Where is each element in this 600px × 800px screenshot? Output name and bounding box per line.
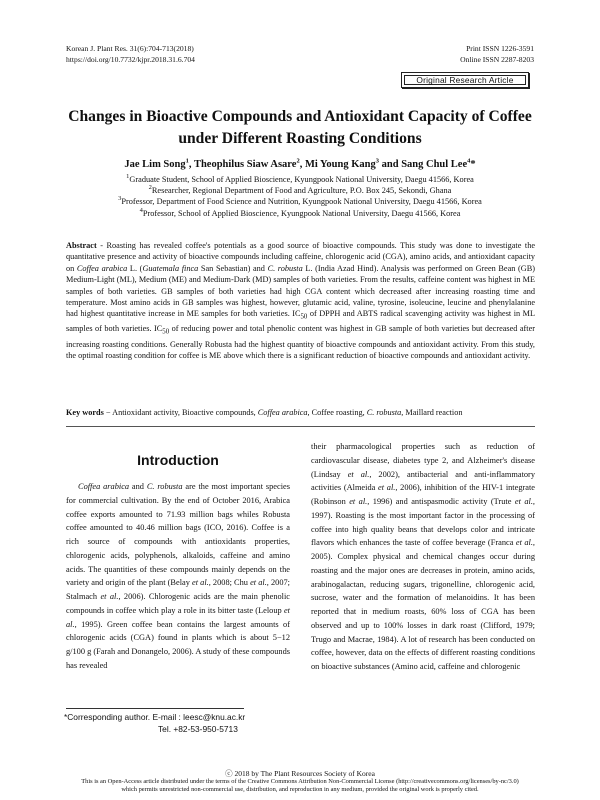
correspondence-footnote [64, 711, 245, 735]
paper-title [40, 106, 560, 150]
abstract-text: - Roasting has revealed coffee's potentials as a good source of bioactive compounds. This study was done to investigate the quantitative presence and activity of bioactive compounds including caffeine, chlorogenic acid (CGA), amino acids, and antioxidant capacity on [66, 241, 535, 273]
right-column [311, 440, 535, 674]
affiliation-line [40, 174, 560, 185]
license-line: This is an Open-Access article distributed under the terms of the Creative Commons Attribution Non-Commercial License (http://creativecommons.org/licenses/by-nc/3.0) [81, 778, 519, 785]
author-list [40, 158, 560, 172]
affiliation-mark: 2 [148, 184, 152, 192]
keywords [66, 407, 535, 418]
keyword-species: C. robusta [366, 408, 402, 417]
affiliation-mark: 4 [139, 206, 143, 214]
issn-header [460, 43, 534, 65]
affiliation-line [40, 208, 560, 219]
abstract [66, 240, 535, 361]
keywords-text: Antioxidant activity, Bioactive compounds, [112, 408, 258, 417]
abstract-text: L. ( [127, 263, 143, 273]
author-name: Theophilus Siaw Asare [193, 159, 297, 170]
species-name: C. robusta [146, 482, 183, 491]
abstract-text: of DPPH and ABTS radical scavenging activity was highest in ML samples of both varieties. IC [66, 309, 535, 334]
section-heading-introduction: Introduction [137, 452, 219, 468]
species-name: Coffea arabica [78, 482, 130, 491]
abstract-origin: Guatemala finca [142, 263, 199, 273]
corresponding-email[interactable]: *Corresponding author. E-mail : leesc@knu.ac.kr [64, 712, 246, 722]
abstract-species: Coffea arabica [76, 263, 128, 273]
author-affiliation-mark: 4 [467, 157, 471, 165]
copyright-notice: ⓒ 2018 by The Plant Resources Society of Korea [225, 769, 375, 778]
affiliation-text: Graduate Student, School of Applied Bioscience, Kyungpook National University, Daegu 41566, Korea [129, 175, 474, 184]
title-line-2: under Different Roasting Conditions [178, 130, 422, 147]
footnote-rule [66, 708, 244, 709]
license-notice [40, 778, 560, 794]
body-text: , 2002), antibacterial and anti-inflammatory activities (Almeida [311, 469, 536, 493]
author-separator: , [299, 159, 305, 170]
keywords-label: Key words [66, 408, 104, 417]
corresponding-mark: * [470, 159, 476, 170]
affiliation-text: Professor, Department of Food Science and Nutrition, Kyungpook National University, Daegu 41566, Korea [121, 197, 482, 207]
doi-link[interactable]: https://doi.org/10.7732/kjpr.2018.31.6.704 [66, 55, 195, 64]
citation-etal: et al. [347, 469, 370, 479]
body-text: , 2007; Stalmach [66, 578, 291, 601]
body-text: , 1997). Roasting is the most important factor in the processing of coffee into high quality beans that develops color and intricate flavors which enhances the taste of coffee beverage (Franca [311, 497, 535, 548]
print-issn: Print ISSN 1226-3591 [466, 44, 534, 53]
citation-etal: et al. [192, 578, 209, 588]
title-line-1: Changes in Bioactive Compounds and Antioxidant Capacity of Coffee [68, 108, 532, 125]
citation-etal: et al. [378, 483, 396, 493]
affiliation-text: Researcher, Regional Department of Food and Agriculture, P.O. Box 245, Sekondi, Ghana [151, 186, 452, 196]
keywords-dash: − [103, 408, 113, 417]
affiliation-text: Professor, School of Applied Bioscience, Kyungpook National University, Daegu 41566, Korea [142, 208, 461, 218]
citation-etal: et al. [66, 605, 290, 629]
body-text: are the most important species for commercial cultivation. By the end of October 2016, Arabica coffee exports amounted to 71.93 million bags whiles Robusta coffee amounted to 40.46 million bags (ICO, 2016). Coffee is a rich source of compounds with antioxidants properties, chlorogenic acids, polyphenols, alkaloids, caffeine and amino acids. The quantities of these compounds mainly depends on the variety and origin of the plant (Belay [66, 482, 290, 588]
body-text: , 2006). Chlorogenic acids are the main phenolic compounds in coffee which play a role in its bitter taste (Leloup [66, 592, 291, 615]
journal-citation: Korean J. Plant Res. 31(6):704-713(2018) [66, 44, 194, 53]
body-text: , 2006), inhibition of the HIV-1 integrate (Robinson [311, 483, 536, 506]
abstract-species: C. robusta [267, 263, 303, 273]
keyword-species: Coffea arabica [257, 408, 308, 417]
journal-header [66, 43, 195, 65]
author-affiliation-mark: 1 [185, 157, 189, 165]
citation-etal: et al. [515, 538, 533, 548]
author-affiliation-mark: 3 [375, 157, 379, 165]
body-text: , 2005). Complex physical and chemical changes occur during roasting and the major ones are decreases in protein, amino acids, arabinogalactan, reducing sugars, trigonelline, chlorogenic acid, sucrose, water and the formation of melanoidins. It has been reported that in medium roasts, 60% loss of CGA has been observed and up to 100% losses in dark roast (Clifford, 1979; Trugo and Macrae, 1984). A lot of research has been conducted on coffee, however, data on the effects of different roasting conditions on bioactive substances (Amino acid, caffeine and chlorogenic [311, 538, 535, 671]
abstract-text: L. (India Azad Hind). Analysis was performed on Green Bean (GB) Medium-Light (ML), Medium (ME) and Medium-Dark (MD) samples of both varieties. From the results, caffeine content was highest in ME samples of both varieties. GB samples of both varieties had high CGA content which decreased after increasing roasting time and temperature. Most amino acids in GB samples was highest, however, glutamic acid, valine, tyrosine, isoleucine, leucine and phenylalanine had highest quantitative increase in ME samples for both varieties. IC [66, 263, 535, 319]
affiliation-line [40, 196, 560, 207]
article-type-label: Original Research Article [404, 75, 526, 85]
body-text: their pharmacological properties such as reduction of cardiovascular disease, diabetes type 2, and Alzheimer's disease (Lindsay [311, 442, 535, 479]
author-affiliation-mark: 2 [296, 157, 300, 165]
author-separator: , [188, 159, 194, 170]
left-column [66, 480, 290, 673]
article-type-badge [401, 72, 529, 88]
license-line: which permits unrestricted non-commercial use, distribution, and reproduction in any medium, provided the original work is properly cited. [121, 786, 479, 793]
body-text: , 1996) and antispasmodic activity (Trute [367, 497, 515, 506]
body-text: , 2008; Chu [208, 578, 251, 588]
citation-etal: et al. [100, 592, 119, 601]
citation-etal: et al. [349, 497, 368, 506]
abstract-text: of reducing power and total phenolic content was highest in GB sample of both varieties but decreased after increasing roasting conditions. Generally Robusta had the highest quantity of bioactive compounds and antioxidant activity. From this study, the optimal roasting condition for coffee is ME above which there is a significant reduction of bioactive compounds and antioxidant activity. [66, 324, 535, 360]
corresponding-phone: Tel. +82-53-950-5713 [158, 724, 238, 734]
citation-etal: et al. [250, 578, 267, 588]
citation-etal: et al. [514, 497, 533, 506]
online-issn: Online ISSN 2287-8203 [460, 55, 534, 64]
author-name: Mi Young Kang [304, 159, 376, 170]
author-name: Jae Lim Song [124, 159, 186, 170]
keywords-text: , Coffee roasting, [307, 408, 367, 417]
affiliation-mark: 3 [118, 195, 122, 203]
corresponding-author-name: Sang Chul Lee [401, 159, 468, 170]
author-separator: and [379, 159, 402, 170]
body-text: and [129, 482, 147, 491]
subscript: 50 [300, 314, 308, 322]
intro-paragraph [66, 480, 290, 673]
keywords-text: , Maillard reaction [401, 408, 463, 417]
subscript: 50 [162, 329, 170, 337]
affiliations [40, 174, 560, 219]
intro-paragraph-continued [311, 440, 535, 674]
abstract-label: Abstract [66, 241, 97, 250]
section-divider [66, 426, 535, 427]
affiliation-mark: 1 [126, 173, 130, 181]
body-text: , 1995). Green coffee bean contains the largest amounts of chlorogenic acids (CGA) found in plants which is about 5−12 g/100 g (Farah and Donangelo, 2006). A study of these compounds has revealed [66, 619, 290, 670]
abstract-text: San Sebastian) and [198, 263, 268, 273]
